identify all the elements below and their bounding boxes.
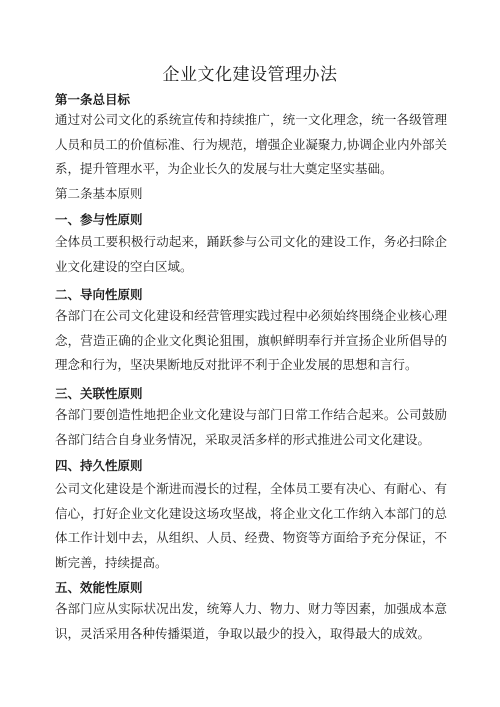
principle-3-heading: 三、关联性原则	[55, 386, 143, 401]
principle-5-heading: 五、效能性原则	[55, 580, 143, 595]
principle-4-body: 公司文化建设是个渐进而漫长的过程，全体员工要有决心、有耐心、有信心，打好企业文化建设这场攻坚战，将企业文化工作纳入本部门的总体工作计划中去，从组织、人员、经费、物资等方面给予充分保证，不断完善，持续提高。	[55, 481, 447, 570]
principle-2-body: 各部门在公司文化建设和经营管理实践过程中必须始终围绕企业核心理念，营造正确的企业文化舆论狙围，旗帜鲜明奉行并宣扬企业所倡导的理念和行为，坚决果断地反对批评不利于企业发展的思想和言行。	[55, 308, 447, 372]
article-1-heading: 第一条总目标	[55, 92, 131, 107]
principle-3-body: 各部门要创造性地把企业文化建设与部门日常工作结合起来。公司鼓励各部门结合自身业务情况，采取灵活多样的形式推进公司文化建设。	[55, 407, 447, 447]
principle-2-heading: 二、导向性原则	[55, 287, 143, 302]
principle-1-heading: 一、参与性原则	[55, 212, 143, 227]
principle-1-body: 全体员工要积极行动起来，踊跃参与公司文化的建设工作，务必扫除企业文化建设的空白区域。	[55, 234, 447, 274]
principle-4-heading: 四、持久性原则	[55, 458, 143, 473]
document-title: 企业文化建设管理办法	[162, 65, 338, 85]
principle-5-body: 各部门应从实际状况出发，统筹人力、物力、财力等因素，加强成本意识，灵活采用各种传播渠道，争取以最少的投入，取得最大的成效。	[55, 601, 447, 641]
article-2-heading: 第二条基本原则	[55, 186, 143, 201]
article-1-body: 通过对公司文化的系统宣传和持续推广，统一文化理念，统一各级管理人员和员工的价值标准、行为规范，增强企业凝聚力,协调企业内外部关系，提升管理水平，为企业长久的发展与壮大奠定坚实基础。	[55, 112, 447, 176]
